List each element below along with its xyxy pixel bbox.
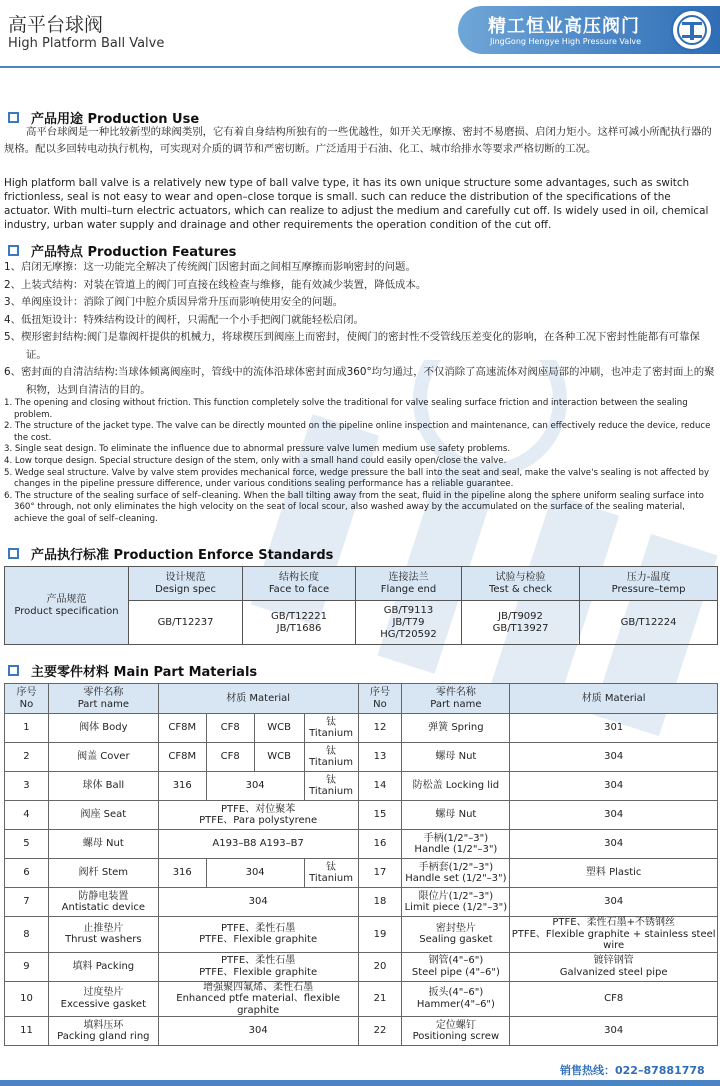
table-cell: 2 — [5, 743, 49, 772]
table-cell: 301 — [510, 714, 718, 743]
feature-cn-3: 3、单阀座设计：消除了阀门中腔介质因异常升压而影响使用安全的问题。 — [4, 296, 344, 308]
table-cell: 塑料 Plastic — [510, 859, 718, 888]
table-cell: 5 — [5, 830, 49, 859]
table-cell: 过度垫片 Excessive gasket — [48, 981, 158, 1017]
table-cell: 钛 Titanium — [304, 859, 358, 888]
std-header-cn: 连接法兰 — [388, 571, 429, 583]
table-cell: PTFE、对位聚苯 PTFE、Para polystyrene — [158, 801, 358, 830]
table-cell: CF8M — [158, 743, 206, 772]
table-cell: 螺母 Nut — [402, 743, 510, 772]
page-title-en: High Platform Ball Valve — [8, 36, 165, 51]
brand-name-en: JingGong Hengye High Pressure Valve — [490, 37, 642, 46]
std-header-en: Flange end — [380, 583, 437, 595]
table-cell: 阀座 Seat — [48, 801, 158, 830]
std-header-en: Test & check — [488, 583, 553, 595]
section-standards-title — [8, 544, 333, 563]
table-cell: 6 — [5, 859, 49, 888]
table-cell: PTFE、柔性石墨 PTFE、Flexible graphite — [158, 917, 358, 953]
table-cell: WCB — [254, 743, 304, 772]
brand-banner — [458, 6, 720, 54]
table-cell: 止推垫片 Thrust washers — [48, 917, 158, 953]
table-cell: 防松盖 Locking lid — [402, 772, 510, 801]
table-cell: 阀盖 Cover — [48, 743, 158, 772]
table-cell: CF8M — [158, 714, 206, 743]
feature-cn-1: 1、启闭无摩擦：这一功能完全解决了传统阀门因密封面之间相互摩擦而影响密封的问题。 — [4, 261, 416, 273]
table-row — [5, 859, 718, 888]
table-cell: 9 — [5, 952, 49, 981]
std-header-pressure — [580, 567, 718, 601]
feature-cn-6: 6、密封面的自清洁结构:当球体倾离阀座时，管线中的流体沿球体密封面成360°均匀通过，不仅消除了高速流体对阀座局部的冲刷，也冲走了密封面上的聚积物，达到自清洁的目的。 — [4, 366, 715, 396]
mat-header-material-right: 材质 Material — [510, 684, 718, 714]
table-row — [5, 952, 718, 981]
std-header-cn: 试验与检验 — [495, 571, 546, 583]
table-cell: 11 — [5, 1017, 49, 1046]
table-cell: 镀锌钢管 Galvanized steel pipe — [510, 952, 718, 981]
table-cell: 阀体 Body — [48, 714, 158, 743]
mat-header-part-right — [402, 684, 510, 714]
table-cell: 21 — [358, 981, 402, 1017]
header-cn: 序号 — [16, 687, 37, 698]
section-features-title — [8, 241, 236, 260]
mat-header-no — [5, 684, 49, 714]
table-cell: 3 — [5, 772, 49, 801]
features-list-en — [4, 398, 718, 526]
feature-en-3: 3. Single seat design. To eliminate the influence due to abnormal pressure valve lumen medium use safety problems. — [4, 444, 511, 455]
table-cell: CF8 — [206, 714, 254, 743]
feature-cn-2: 2、上装式结构：对装在管道上的阀门可直接在线检查与维修，能有效减少装置，降低成本。 — [4, 278, 427, 291]
table-cell: 螺母 Nut — [402, 801, 510, 830]
page-title-cn: 高平台球阀 — [8, 14, 104, 36]
std-value-face: GB/T12221 JB/T1686 — [243, 601, 356, 645]
table-cell: 316 — [158, 859, 206, 888]
section-square-icon — [8, 548, 19, 559]
table-row — [5, 801, 718, 830]
table-row — [5, 772, 718, 801]
table-cell: 钢管(4"–6") Steel pipe (4"–6") — [402, 952, 510, 981]
table-cell: 304 — [158, 888, 358, 917]
std-header-en: Face to face — [268, 583, 330, 595]
feature-cn-5: 5、楔形密封结构:阀门是靠阀杆提供的机械力，将球楔压到阀座上而密封，使阀门的密封性不受管线压差变化的影响，在各种工况下密封性能都有可靠保证。 — [4, 331, 700, 361]
standards-row-label — [5, 567, 129, 645]
std-header-face — [243, 567, 356, 601]
header-en: No — [19, 698, 34, 710]
table-row — [5, 743, 718, 772]
header-divider — [0, 66, 720, 68]
std-value-test: JB/T9092 GB/T13927 — [461, 601, 579, 645]
table-cell: 8 — [5, 917, 49, 953]
table-cell: 17 — [358, 859, 402, 888]
table-row — [5, 1017, 718, 1046]
table-cell: 304 — [510, 830, 718, 859]
section-use-label: 产品用途 Production Use — [31, 112, 200, 127]
table-cell: 304 — [158, 1017, 358, 1046]
table-cell: 增强聚四氟烯、柔性石墨 Enhanced ptfe material、flexible graphite — [158, 981, 358, 1017]
table-cell: 1 — [5, 714, 49, 743]
table-cell: 12 — [358, 714, 402, 743]
table-cell: 304 — [510, 801, 718, 830]
table-cell: WCB — [254, 714, 304, 743]
table-cell: 手柄套(1/2"–3") Handle set (1/2"–3") — [402, 859, 510, 888]
table-row — [5, 888, 718, 917]
row-label-cn: 产品规范 — [46, 593, 87, 605]
table-cell: 316 — [158, 772, 206, 801]
header-cn: 零件名称 — [435, 687, 476, 698]
feature-en-4: 4. Low torque design. Special structure design of the stem, only with a small hand could easily open/close the valve. — [4, 455, 507, 466]
table-row — [5, 830, 718, 859]
table-cell: 18 — [358, 888, 402, 917]
table-cell: 定位螺钉 Positioning screw — [402, 1017, 510, 1046]
table-cell: 弹簧 Spring — [402, 714, 510, 743]
table-cell: 阀杆 Stem — [48, 859, 158, 888]
table-cell: 19 — [358, 917, 402, 953]
table-cell: 13 — [358, 743, 402, 772]
table-cell: A193–B8 A193–B7 — [158, 830, 358, 859]
std-header-en: Pressure–temp — [611, 583, 686, 595]
header-cn: 零件名称 — [83, 687, 124, 698]
table-cell: 4 — [5, 801, 49, 830]
std-header-flange — [355, 567, 461, 601]
use-text-en: High platform ball valve is a relatively new type of ball valve type, it has its own unique structure some advantages, such as switch frictionless, seal is not easy to wear and open–close torque is small. such can reduce the distribution of the specifications of the actuator. With multi–turn electric actuators, which can realize to adjust the medium and carefully cut off. Is widely used in oil, chemical industry, urban water supply and drainage and other requirements the operation condition of the cut off. — [4, 177, 709, 231]
table-cell: 球体 Ball — [48, 772, 158, 801]
brand-name-cn: 精工恒业高压阀门 — [488, 16, 640, 37]
table-cell: 304 — [510, 743, 718, 772]
table-cell: 扳头(4"–6") Hammer(4"–6") — [402, 981, 510, 1017]
header-cn: 序号 — [369, 687, 390, 698]
std-header-cn: 压力-温度 — [626, 571, 671, 583]
feature-en-2: 2. The structure of the jacket type. The valve can be directly mounted on the pipeline online inspection and maintenance, can effectively reduce the device, reduce the cost. — [4, 421, 711, 443]
footer-bar — [0, 1080, 720, 1086]
table-cell: 手柄(1/2"–3") Handle (1/2"–3") — [402, 830, 510, 859]
table-cell: 钛 Titanium — [304, 772, 358, 801]
table-cell: 螺母 Nut — [48, 830, 158, 859]
table-cell: 填料压环 Packing gland ring — [48, 1017, 158, 1046]
std-header-design — [129, 567, 243, 601]
table-cell: 20 — [358, 952, 402, 981]
table-cell: PTFE、柔性石墨+不锈钢丝 PTFE、Flexible graphite + stainless steel wire — [511, 917, 716, 951]
feature-en-6: 6. The structure of the sealing surface of self–cleaning. When the ball tilting away from the seat, fluid in the pipeline along the sphere uniform sealing surface into 360° through, not only eliminates the high velocity on the seat of local scour, also washed away by the accumulated on the surface of the sealing material, achieve the goal of self–cleaning. — [4, 490, 704, 524]
table-cell: 钛 Titanium — [304, 743, 358, 772]
feature-en-5: 5. Wedge seal structure. Valve by valve stem provides mechanical force, wedge pressure the ball into the seat and seal, make the valve's sealing is not affected by changes in the pipeline pressure difference, under various conditions sealing performance has a reliable guarantee. — [4, 467, 710, 490]
table-cell: 14 — [358, 772, 402, 801]
table-cell: 10 — [5, 981, 49, 1017]
table-cell: 22 — [358, 1017, 402, 1046]
mat-header-no-right — [358, 684, 402, 714]
section-materials-label: 主要零件材料 Main Part Materials — [31, 665, 258, 680]
materials-table — [4, 683, 718, 1046]
table-row — [5, 981, 718, 1017]
feature-en-1: 1. The opening and closing without friction. This function completely solve the traditional for valve sealing surface friction and interaction between the sealing problem. — [4, 398, 688, 420]
table-cell: 限位片(1/2"–3") Limit piece (1/2"–3") — [402, 888, 510, 917]
section-materials-title — [8, 661, 257, 680]
std-header-cn: 结构长度 — [279, 571, 319, 583]
std-header-en: Design spec — [155, 583, 216, 595]
table-row — [5, 917, 718, 953]
table-cell: 钛 Titanium — [304, 714, 358, 743]
section-square-icon — [8, 245, 19, 256]
table-cell: 304 — [206, 859, 304, 888]
table-cell: CF8 — [206, 743, 254, 772]
table-cell: 防静电装置 Antistatic device — [48, 888, 158, 917]
table-cell: PTFE、柔性石墨 PTFE、Flexible graphite — [158, 952, 358, 981]
page-header — [0, 0, 720, 64]
row-label-en: Product specification — [14, 605, 119, 617]
feature-cn-4: 4、低扭矩设计：特殊结构设计的阀杆，只需配一个小手把阀门就能轻松启闭。 — [4, 313, 364, 326]
table-cell: 304 — [206, 772, 304, 801]
table-cell: 304 — [510, 888, 718, 917]
sales-hotline: 销售热线：022–87881778 — [560, 1064, 705, 1077]
use-text-cn: 高平台球阀是一种比较新型的球阀类别，它有着自身结构所独有的一些优越性，如开关无摩擦、密封不易磨损、启闭力矩小。这样可减小所配执行器的规格。配以多回转电动执行机构，可实现对介质的调节和严密切断。广泛适用于石油、化工、城市给排水等要求严格切断的工况。 — [4, 126, 712, 155]
table-cell: 密封垫片 Sealing gasket — [402, 917, 510, 953]
std-value-flange: GB/T9113 JB/T79 HG/T20592 — [355, 601, 461, 645]
section-square-icon — [8, 665, 19, 676]
std-header-cn: 设计规范 — [165, 571, 206, 583]
table-row — [5, 714, 718, 743]
std-header-test — [461, 567, 579, 601]
mat-header-material: 材质 Material — [158, 684, 358, 714]
table-cell: 15 — [358, 801, 402, 830]
features-list-cn — [4, 259, 716, 399]
table-cell: 304 — [510, 1017, 718, 1046]
section-square-icon — [8, 112, 19, 123]
mat-header-part — [48, 684, 158, 714]
table-cell: 16 — [358, 830, 402, 859]
std-value-pressure: GB/T12224 — [580, 601, 718, 645]
table-cell: 7 — [5, 888, 49, 917]
table-cell: 填料 Packing — [48, 952, 158, 981]
std-value-design: GB/T12237 — [129, 601, 243, 645]
header-en: Part name — [77, 698, 129, 710]
table-cell: CF8 — [510, 981, 718, 1017]
table-cell: 304 — [510, 772, 718, 801]
section-standards-label: 产品执行标准 Production Enforce Standards — [31, 548, 334, 563]
header-en: Part name — [430, 698, 482, 710]
header-en: No — [373, 698, 387, 710]
section-features-label: 产品特点 Production Features — [31, 245, 237, 260]
company-logo-icon — [670, 8, 714, 52]
standards-table — [4, 566, 718, 645]
